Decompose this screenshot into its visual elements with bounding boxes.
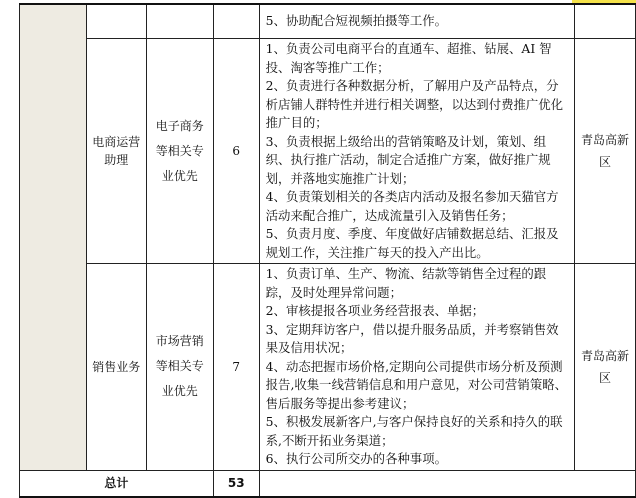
duty-item: 2、审核提报各项业务经营报表、单据；	[265, 303, 485, 318]
department-cell	[20, 4, 87, 470]
major-cell	[146, 39, 213, 264]
position-cell: 销售业务	[86, 264, 146, 471]
duty-item: 3、定期拜访客户，借以提升服务品质，并考察销售效果及信用状况；	[265, 321, 559, 355]
duty-item: 5、积极发展新客户,与客户保持良好的关系和持久的联系,不断开拓业务渠道；	[265, 414, 563, 448]
duty-item: 3、负责根据上级给出的营销策略及计划，策划、组织、执行推广活动，制定合适推广方案，做好推广规划，并落地实施推广计划；	[265, 133, 551, 186]
duty-item: 5、负责月度、季度、年度做好店铺数据总结、汇报及规划工作，关注推广每天的投入产出比。	[265, 226, 559, 260]
major-cell	[146, 4, 213, 39]
position-text: 电商运营助理	[92, 134, 141, 167]
duty-item: 1、负责公司电商平台的直通车、超推、钻展、AI 智投、淘客等推广工作；	[265, 41, 552, 75]
duty-item: 4、负责策划相关的各类店内活动及报名参加天猫官方活动来配合推广，达成流量引入及销售任务；	[265, 189, 559, 223]
count-cell: 7	[213, 264, 259, 471]
total-value: 53	[213, 470, 259, 497]
position-cell	[86, 39, 146, 264]
table-row	[20, 264, 636, 471]
duty-item: 5、协助配合短视频拍摄等工作。	[265, 13, 448, 29]
table-row	[20, 39, 636, 264]
major-text: 市场营销等相关专业优先	[155, 334, 204, 399]
duties-cell	[259, 4, 574, 39]
duty-item: 1、负责订单、生产、物流、结款等销售全过程的跟踪，及时处理异常问题；	[265, 266, 547, 300]
duties-cell	[259, 264, 574, 471]
duty-item: 6、执行公司所交办的各种事项。	[265, 451, 448, 466]
location-cell	[574, 39, 635, 264]
total-row	[20, 470, 636, 497]
total-empty-cell	[259, 470, 635, 497]
position-cell	[86, 4, 146, 39]
location-cell	[574, 4, 635, 39]
total-label: 总计	[20, 470, 214, 497]
recruitment-table	[19, 3, 636, 498]
location-text: 青岛高新区	[580, 133, 629, 169]
count-cell	[213, 4, 259, 39]
location-cell	[574, 264, 635, 471]
duty-item: 2、负责进行各种数据分析，了解用户及产品特点，分析店铺人群特性并进行相关调整，以达到付费推广优化推广目的；	[265, 78, 564, 130]
duties-cell	[259, 39, 574, 264]
duty-item: 4、动态把握市场价格,定期向公司提供市场分析及预测报告,收集一线营销信息和用户意见，对公司营销策略、售后服务等提出参考建议；	[265, 358, 567, 411]
location-text: 青岛高新区	[580, 348, 629, 385]
major-cell	[146, 264, 213, 471]
table-row	[20, 4, 636, 39]
count-cell: 6	[213, 39, 259, 264]
major-text: 电子商务等相关专业优先	[155, 118, 204, 183]
